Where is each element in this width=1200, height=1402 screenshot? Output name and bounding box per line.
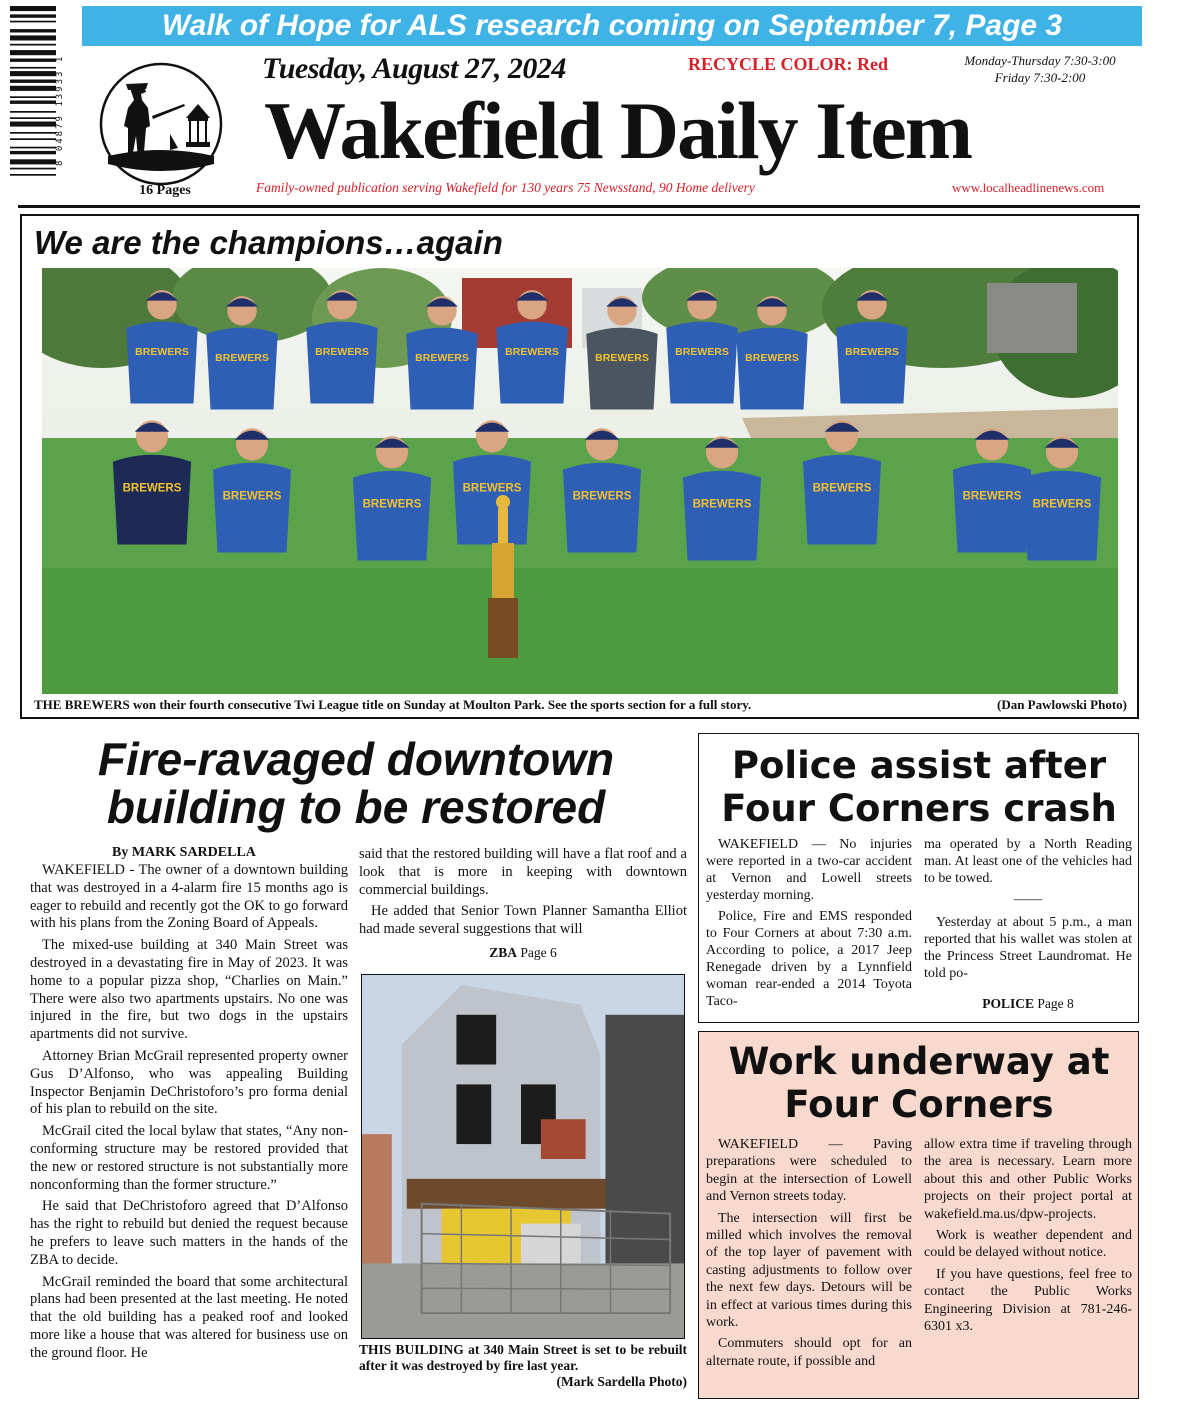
paragraph: McGrail reminded the board that some architectural plans had been presented at the last meeting. He noted that the old building has a peaked roof and looked more like a house that was altered for business use on the ground floor. He — [30, 1273, 348, 1361]
jump-keyword: ZBA — [489, 945, 517, 960]
paragraph: WAKEFIELD — Paving preparations were scheduled to begin at the intersection of Lowell and Vernon streets today. — [706, 1137, 912, 1205]
svg-text:BREWERS: BREWERS — [962, 490, 1022, 503]
tagline: Family-owned publication serving Wakefield for 130 years 75 Newsstand, 90 Home delivery — [256, 180, 755, 195]
feature-photo-box — [20, 214, 1139, 719]
paragraph: The mixed-use building at 340 Main Street was destroyed in a devastating fire in May of 2023. It was home to a popular pizza shop, “Charlies on Main.” There were also two apartments upstairs. No one was injured in the fire, but two dogs in the upstairs apartments did not survive. — [30, 937, 348, 1043]
police-story-column-2 — [924, 836, 1132, 986]
office-hours — [930, 52, 1150, 86]
svg-text:BREWERS: BREWERS — [215, 352, 269, 365]
building-photo[interactable] — [361, 974, 685, 1339]
paragraph: WAKEFIELD — No injuries were reported in a two-car accident at Vernon and Lowell streets yesterday morning. — [706, 837, 912, 903]
svg-text:BREWERS: BREWERS — [675, 346, 729, 359]
caption-text: THIS BUILDING at 340 Main Street is set to be rebuilt after it was destroyed by fire last year. — [359, 1342, 687, 1373]
svg-text:BREWERS: BREWERS — [692, 498, 752, 511]
paragraph: Police, Fire and EMS responded to Four Corners at about 7:30 a.m. According to police, a 2017 Jeep Renegade driven by a Lynnfield woman rear-ended a 2014 Toyota Taco- — [706, 909, 912, 1009]
paragraph: allow extra time if traveling through the area is necessary. Learn more about this and other Public Works projects on their project portal at wakefield.ma.us/dpw-projects. — [924, 1137, 1132, 1222]
building-photo-credit: (Mark Sardella Photo) — [556, 1374, 687, 1389]
fire-story-byline: By MARK SARDELLA — [112, 845, 256, 860]
jump-page: Page 6 — [517, 945, 557, 960]
feature-caption: THE BREWERS won their fourth consecutive Twi League title on Sunday at Moulton Park. See the sports section for a full story. — [34, 697, 752, 712]
fire-story-column-2 — [359, 846, 687, 943]
barcode — [10, 6, 56, 211]
hours-friday: Friday 7:30-2:00 — [994, 70, 1086, 85]
barcode-number: 8 04879 13933 1 — [55, 54, 65, 166]
paragraph: He added that Senior Town Planner Samantha Elliot had made several suggestions that will — [359, 903, 687, 938]
fire-story-headline[interactable]: Fire-ravaged downtown building to be restored — [97, 733, 615, 833]
zba-jump-link[interactable] — [359, 945, 687, 961]
svg-text:BREWERS: BREWERS — [745, 352, 799, 365]
work-story-column-2 — [924, 1136, 1132, 1339]
minuteman-logo-icon — [86, 56, 236, 186]
paragraph: He said that DeChristoforo agreed that D’Alfonso has the right to rebuild but denied the request because he prefers to leave such matters in the hands of the ZBA to decide. — [30, 1198, 348, 1268]
svg-text:BREWERS: BREWERS — [845, 346, 899, 359]
svg-text:BREWERS: BREWERS — [595, 352, 649, 365]
building-photo-caption — [359, 1342, 687, 1390]
paragraph: Yesterday at about 5 p.m., a man reported that his wallet was stolen at the Princess Street Laundromat. He told po- — [924, 915, 1132, 981]
svg-text:BREWERS: BREWERS — [505, 346, 559, 359]
team-photo[interactable] — [42, 268, 1118, 694]
paragraph: Attorney Brian McGrail represented property owner Gus D’Alfonso, who was appealing Building Inspector Benjamin DeChristoforo’s pro forma denial of his plan to rebuild on the site. — [30, 1047, 348, 1118]
svg-text:BREWERS: BREWERS — [315, 346, 369, 359]
svg-text:BREWERS: BREWERS — [122, 482, 182, 495]
issue-date: Tuesday, August 27, 2024 — [262, 52, 566, 85]
recycle-color: RECYCLE COLOR: Red — [688, 54, 889, 74]
hours-weekdays: Monday-Thursday 7:30-3:00 — [964, 53, 1116, 68]
paragraph: McGrail cited the local bylaw that states, “Any non-conforming structure may be restored provided that the new or restored structure is not substantially more nonconforming than the former structure.” — [30, 1123, 348, 1193]
newspaper-nameplate[interactable]: Wakefield Daily Item — [264, 85, 972, 176]
paragraph: ma operated by a North Reading man. At least one of the vehicles had to be towed. — [924, 837, 1132, 886]
svg-text:BREWERS: BREWERS — [1032, 498, 1092, 511]
paragraph: The intersection will first be milled which involves the removal of the top layer of pavement with casting adjustments to follow over the next few days. Detours will be in effect at various times during this work. — [706, 1210, 912, 1331]
work-story-column-1 — [706, 1136, 912, 1374]
paragraph: WAKEFIELD - The owner of a downtown building that was destroyed in a 4-alarm fire 15 months ago is eager to rebuild and recently got the OK to go forward with his plans from the Zoning Board of Appeals. — [30, 862, 348, 932]
item-separator: —— — [1014, 892, 1042, 907]
jump-keyword: POLICE — [982, 996, 1034, 1011]
masthead-rule — [18, 205, 1140, 208]
svg-text:BREWERS: BREWERS — [572, 490, 632, 503]
website-link[interactable]: www.localheadlinenews.com — [952, 180, 1105, 195]
svg-text:BREWERS: BREWERS — [135, 346, 189, 359]
work-story-headline[interactable]: Work underway at Four Corners — [728, 1040, 1110, 1126]
paragraph: Commuters should opt for an alternate route, if possible and — [706, 1336, 912, 1369]
jump-page: Page 8 — [1034, 996, 1074, 1011]
police-story-column-1 — [706, 836, 912, 1014]
feature-headline[interactable]: We are the champions…again — [34, 224, 503, 261]
svg-text:BREWERS: BREWERS — [415, 352, 469, 365]
svg-text:BREWERS: BREWERS — [362, 498, 422, 511]
paragraph: If you have questions, feel free to contact the Public Works Engineering Division at 781-246-6301 x3. — [924, 1266, 1132, 1335]
paragraph: said that the restored building will have a flat roof and a look that is more in keeping with downtown commercial buildings. — [359, 846, 687, 898]
svg-text:BREWERS: BREWERS — [812, 482, 872, 495]
svg-text:BREWERS: BREWERS — [462, 482, 522, 495]
page-count: 16 Pages — [139, 183, 191, 198]
police-jump-link[interactable] — [924, 996, 1132, 1012]
promo-banner[interactable]: Walk of Hope for ALS research coming on September 7, Page 3 — [82, 6, 1142, 46]
svg-text:BREWERS: BREWERS — [222, 490, 282, 503]
paragraph: Work is weather dependent and could be delayed without notice. — [924, 1228, 1132, 1261]
fire-story-column-1 — [30, 862, 348, 1367]
feature-photo-credit: (Dan Pawlowski Photo) — [996, 697, 1127, 712]
police-story-headline[interactable]: Police assist after Four Corners crash — [721, 744, 1117, 830]
